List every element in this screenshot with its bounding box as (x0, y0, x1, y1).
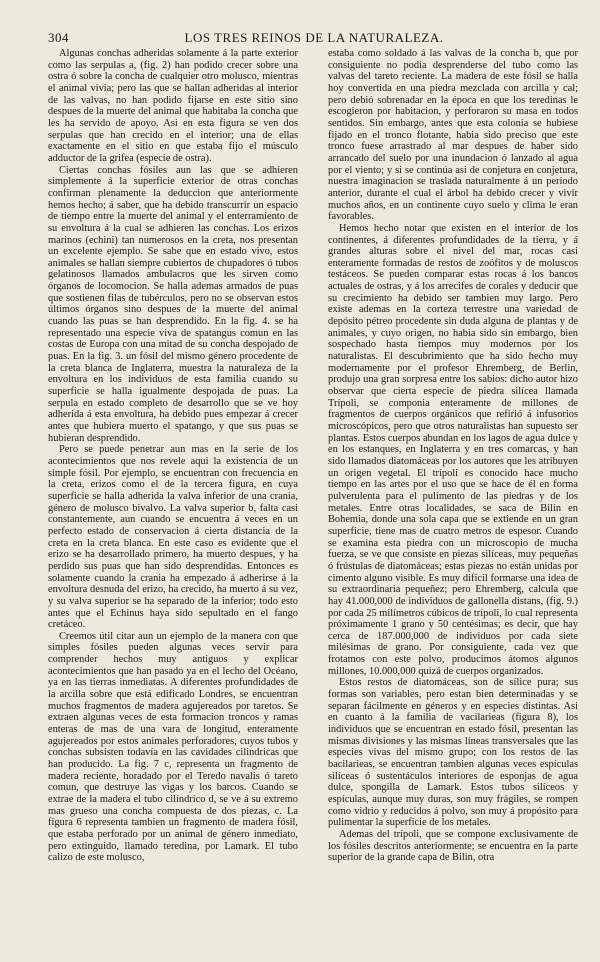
page-number: 304 (48, 30, 69, 45)
paragraph: Pero se puede penetrar aun mas en la serie de los acontecimientos que nos revele aqui la existencia de un simple fósil. Por ejemplo, se encuentran con frecuencia en la creta, erizos como el de la tercera figura, en cuya superficie se halla adherida la valva inferior de una crania, género de molusco bivalvo. La valva superior b, falta casi constantemente, aun cuando se encuentra á veces en un perfecto estado de conservacion á cierta distancia de la creta en la creta blanca. En este caso es evidente que el erizo se ha desarrollado primero, ha muerto despues, y ha perdido sus puas que han sido desprendidas. Entonces es solamente cuando la crania ha empezado á adherirse á la envoltura desnuda del erizo, ha crecido, ha muerto á su vez, y su valva superior se ha separado de la inferior; todo esto antes que el Echinus haya sido sepultado en el fango cretáceo. (48, 444, 298, 631)
paragraph-continued: estaba como soldado á las valvas de la concha b, que por consiguiente no podia desprenderse del tubo como las valvas del tareto reciente. La madera de este fósil se halla hoy convertida en una piedra mezclada con arcilla y cal; pero debió sobrenadar en la época en que los teredinas le escogieron por habitacion, y perforaron su masa en todos sentidos. Sin embargo, antes que esta colonia se hubiese fijado en el tronco flotante, habia sido preciso que este tronco fuese arrastrado al mar despues de haber sido arrancado del suelo por una inundacion ó lanzado al agua por el viento; y si se continúa asi de conjetura en conjetura, nuestra imaginacion se traslada naturalmente á un período anterior, durante el cual el árbol ha debido crecer y vivir muchos años, en un continente cuyo suelo y clima le eran favorables. (328, 48, 578, 223)
right-column (328, 48, 578, 944)
paragraph: Algunas conchas adheridas solamente á la parte exterior como las serpulas a, (fig. 2) han podido crecer sobre una ostra ó sobre la concha de cualquier otro molusco, mientras el animal vivia; pero las que se hallan adheridas al interior de las valvas, no han podido fijarse en este sitio sino despues de la muerte del animal que habitaba la concha que les ha servido de apoyo. Asi en esta figura se ven dos serpulas que han crecido en el interior; una de ellas exactamente en el sitio en que estaba fijo el músculo adductor de la grifea (especie de ostra). (48, 48, 298, 164)
paragraph: Creemos útil citar aun un ejemplo de la manera con que simples fósiles pueden algunas veces servir para comprender hechos muy antiguos y explicar acontecimientos que han pasado ya en el lecho del Océano, ya en las tierras inmediatas. A diferentes profundidades de la arcilla sobre que está edificado Londres, se encuentran muchos fragmentos de madera agujereados por taretos. Se extraen algunas veces de esta formacion troncos y ramas enteras de mas de una vara de longitud, enteramente agujereados por estos animales perforadores, cuyos tubos y conchas subsisten todavía en las cavidades cilindricas que han producido. La fig. 7 c, representa un fragmento de madera reciente, horadado por el Teredo navalis ó tareto comun, que destruye las vigas y los barcos. Cuando se extrae de la madera el tubo cilíndrico d, se ve á su extremo mas grueso una concha compuesta de dos piezas, c. La figura 6 representa tambien un fragmento de madera fósil, que estaba perforado por un animal de género inmediato, pero extinguido, llamado teredina, por Lamark. El tubo calizo de este molusco, (48, 630, 298, 864)
paragraph: Ademas del trípoli, que se compone exclusivamente de los fósiles descritos anteriormente; se encuentra en la parte superior de la grande capa de Bilin, otra (328, 828, 578, 864)
paragraph: Estos restos de diatomáceas, son de sílice pura; sus formas son variables, pero estan bien determinadas y se separan fácilmente en géneros y en especies distintas. Asi en cuanto á la familia de vacilarieas (figura 8), los individuos que se encuentran en estado fósil, presentan las mismas divisiones y las mismas líneas transversales que las especies vivas del mismo grupo; con los restos de las bacilarieas, se encuentran tambien algunas veces espículas silíceas ó sustentáculos interiores de esponjas de agua dulce, spongilla de Lamark. Estos tubos silíceos y espículas, aunque muy duras, son muy frágiles, se rompen como vidrio y reducidos á polvo, son muy á propósito para pulimentar la superficie de los metales. (328, 677, 578, 829)
paragraph: Hemos hecho notar que existen en el interior de los continentes, á diferentes profundidades de la tierra, y á grandes alturas sobre el nivel del mar, rocas casi enteramente formadas de restos de zoófitos y de moluscos testáceos. Se pueden comparar estas rocas á los bancos actuales de ostras, y á los arrecifes de corales y deducir que su crecimiento ha debido ser tambien muy largo. Pero existe ademas en la corteza terrestre una variedad de depósito pétreo procedente sin duda alguna de plantas y de animales, y cuyo origen, no habia sido sin embargo, bien sospechado hasta tiempos muy modernos por los naturalistas. El descubrimiento que ha sido hecho muy modernamente por el profesor Ehremberg, de Berlin, produjo una gran sorpresa entre los sabios: dicho autor hizo observar que cierta especie de piedra silícea llamada Trípoli, se componia enteramente de millones de fragmentos de cuerpos orgánicos que refirió á infusorios microscópicos, pero que otros naturalistas han supuesto ser plantas. Estos cuerpos abundan en los lagos de agua dulce y en los estanques, en Inglaterra y en tres comarcas, y han sido llamados diatomáceas por los autores que les atribuyen un origen vegetal. El trípoli es conocido hace mucho tiempo en las artes por el uso que se hace de él en forma pulverulenta para el pulimento de las piedras y de los metales. Entre otras localidades, se saca de Bilin en Bohemia, donde una sola capa que se extiende en un gran superficie, tiene mas de cuatro metros de espesor. Cuando se examina esta piedra con un microscopio de mucha fuerza, se ve que consiste en piezas silíceas, muy pequeñas ó frústulas de diatomáceas; estas piezas no están unidas por cimento alguno visible. Es muy difícil formarse una idea de su extraordinaria pequeñez; pero Ehremberg, calcula que hay 41.000,000 de individuos de gallonella distans, (fig. 9.) por cada 25 milímetros cúbicos de trípoli, lo cual representa próximamente 1 grano y 50 centésimas; es decir, que hay cerca de 187.000,000 de individuos por cada siete milésimas de grano. Por consiguiente, cada vez que frotamos con este polvo, producimos átomos algunos millones, 10.000,000 quizá de cuerpos organizados. (328, 222, 578, 677)
paragraph: Ciertas conchas fósiles aun las que se adhieren simplemente á la superficie exterior de otras conchas confirman plenamente la deduccion que anteriormente hemos hecho; á saber, que ha debido transcurrir un espacio de tiempo entre la muerte del animal y el enterramiento de su envoltura á la cual se adhieren las conchas. Los erizos marinos (echini) tan numerosos en la creta, nos presentan un excelente ejemplo. Se sabe que en estado vivo, estos animales se hallan siempre cubiertos de chupadores ó tubos gelatinosos llamados ambulacros que les sirven como órganos de locomocion. Se halla ademas armados de puas que sostienen filas de tubérculos, pero no se observan estos últimos órganos sino despues de la muerte del animal cuando las puas se han desprendido. En la fig. 4. se ha representado una especie viva de spatangus comun en las costas de Europa con una mitad de su concha despojado de puas. En la fig. 3. un fósil del mismo género procedente de la creta blanca de Inglaterra, muestra la naturaleza de la envoltura en los individuos de esta familia cuando su superficie se halla igualmente despojada de puas. La serpula en estado completo de desarrollo que se ve hoy adherida á esta envoltura, ha debido pues empezar á crecer antes que hubiera muerto el spatango, y que sus puas se hubieran desprendido. (48, 164, 298, 444)
page-header (48, 30, 580, 46)
left-column (48, 48, 298, 944)
running-title: LOS TRES REINOS DE LA NATURALEZA. (184, 30, 444, 45)
